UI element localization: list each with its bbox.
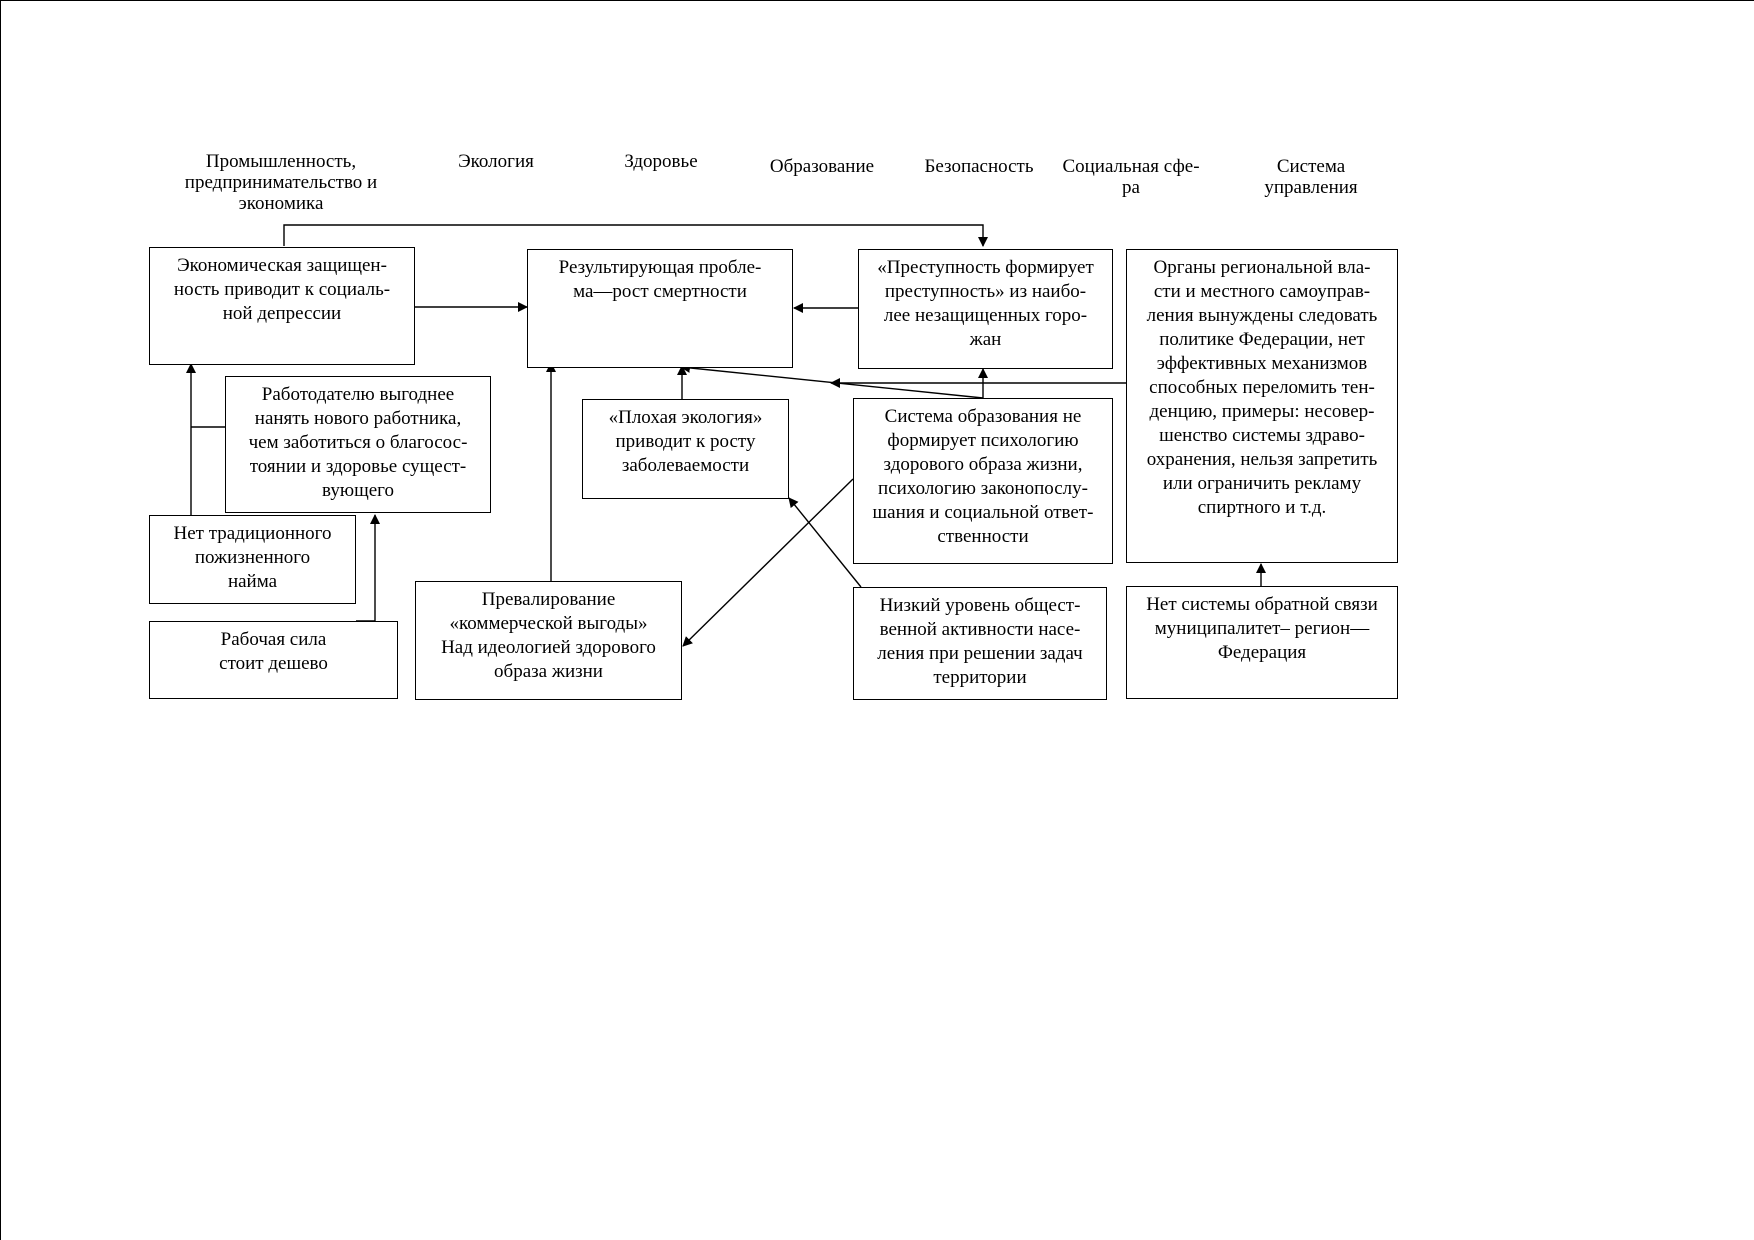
box-employer: Работодателю выгоднее нанять нового работника, чем заботиться о благосос- тоянии и здоровье сущест- вующего (225, 376, 491, 513)
header-security: Безопасность (924, 156, 1034, 177)
box-economic-insecurity: Экономическая защищен- ность приводит к социаль- ной депрессии (149, 247, 415, 365)
box-commercial-benefit: Превалирование «коммерческой выгоды» Над идеологией здорового образа жизни (415, 581, 682, 700)
box-crime: «Преступность формирует преступность» из наибо- лее незащищенных горо- жан (858, 249, 1113, 369)
box-resulting-problem: Результирующая пробле- ма—рост смертности (527, 249, 793, 368)
arrow-edusystem-to-commercial (683, 479, 853, 646)
header-health: Здоровье (624, 151, 698, 172)
box-regional-authorities: Органы региональной вла- сти и местного самоуправ- ления вынуждены следовать политике Федерации, нет эффективных механизмов способных переломить тен- денцию, примеры: несовер- шенство системы здраво- охранения, нельзя запретить или ограничить рекламу спиртного и т.д. (1126, 249, 1398, 563)
box-cheap-labor: Рабочая сила стоит дешево (149, 621, 398, 699)
header-education: Образование (769, 156, 875, 177)
arrow-economic-to-crime (284, 225, 983, 246)
header-industry: Промышленность, предпринимательство и экономика (184, 151, 378, 214)
box-education-system: Система образования не формирует психологию здорового образа жизни, психологию законопослу- шания и социальной ответ- ственности (853, 398, 1113, 564)
box-bad-ecology: «Плохая экология» приводит к росту заболеваемости (582, 399, 789, 499)
header-social: Социальная сфе- ра (1062, 156, 1200, 198)
arrow-lowactivity-to-badecology (789, 498, 861, 587)
box-low-activity: Низкий уровень общест- венной активности насе- ления при решении задач территории (853, 587, 1107, 700)
box-no-lifetime-employment: Нет традиционного пожизненного найма (149, 515, 356, 604)
header-ecology: Экология (458, 151, 534, 172)
header-governance: Система управления (1264, 156, 1358, 198)
box-no-feedback: Нет системы обратной связи муниципалитет– регион— Федерация (1126, 586, 1398, 699)
arrow-cheaplabor-to-employer (356, 515, 375, 621)
